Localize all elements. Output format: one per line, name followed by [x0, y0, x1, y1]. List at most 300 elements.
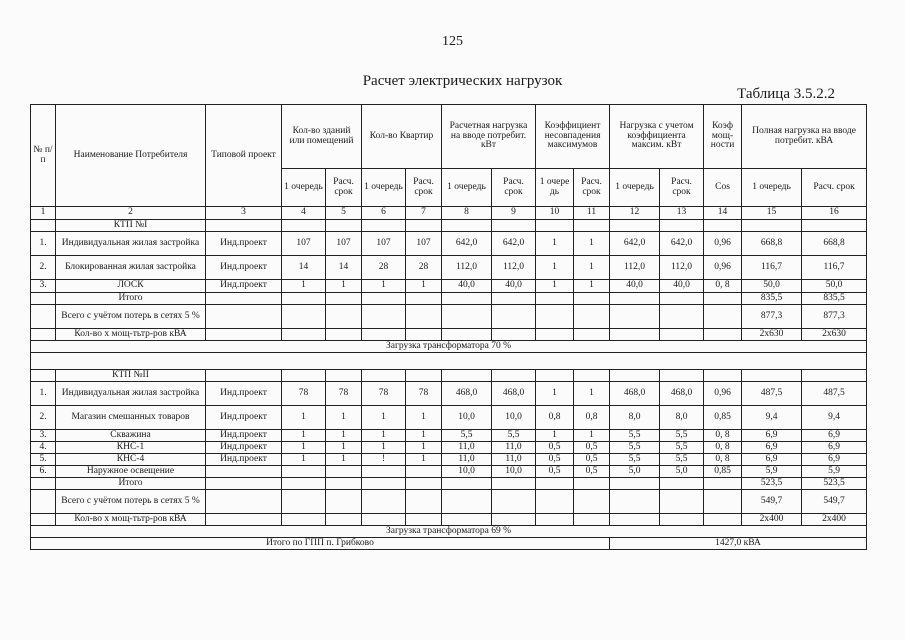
table-cell: 3.	[31, 280, 56, 293]
table-cell	[574, 490, 610, 514]
header-stage1: 1 очере дь	[536, 169, 574, 207]
table-cell	[574, 514, 610, 526]
total-row-value: 835,5	[742, 293, 802, 305]
table-cell: 0,96	[704, 256, 742, 280]
table-cell	[406, 466, 442, 478]
transformer-load-note: Загрузка трансформатора 69 %	[31, 526, 867, 538]
table-cell	[704, 305, 742, 329]
table-cell: 0,5	[536, 454, 574, 466]
table-cell	[326, 220, 362, 232]
table-cell	[326, 514, 362, 526]
table-cell	[442, 220, 492, 232]
table-cell	[362, 293, 406, 305]
header-term: Расч. срок	[574, 169, 610, 207]
table-cell	[492, 490, 536, 514]
table-cell	[574, 329, 610, 341]
table-cell: 10,0	[492, 406, 536, 430]
table-cell	[406, 220, 442, 232]
table-cell	[660, 329, 704, 341]
table-cell: 5,5	[442, 430, 492, 442]
table-cell	[704, 514, 742, 526]
table-cell	[574, 305, 610, 329]
column-number: 11	[574, 207, 610, 220]
header-stage1: 1 очередь	[282, 169, 326, 207]
table-cell	[406, 293, 442, 305]
table-cell	[536, 220, 574, 232]
table-cell: 78	[282, 382, 326, 406]
table-cell	[492, 478, 536, 490]
table-cell: Инд.проект	[206, 406, 282, 430]
table-cell	[536, 514, 574, 526]
table-cell	[660, 305, 704, 329]
consumer-name: Скважина	[56, 430, 206, 442]
table-cell	[442, 490, 492, 514]
table-cell: 3.	[31, 430, 56, 442]
table-cell: 1	[536, 382, 574, 406]
table-cell: 2.	[31, 256, 56, 280]
header-project: Типовой проект	[206, 105, 282, 207]
table-cell	[362, 220, 406, 232]
table-cell: 1	[406, 406, 442, 430]
table-cell: 1	[406, 454, 442, 466]
table-cell	[442, 329, 492, 341]
table-cell: Инд.проект	[206, 280, 282, 293]
table-cell	[492, 370, 536, 382]
table-cell: 6,9	[802, 430, 867, 442]
table-cell: 1	[536, 256, 574, 280]
table-row	[31, 442, 867, 454]
table-cell	[362, 370, 406, 382]
header-stage1: 1 очередь	[362, 169, 406, 207]
transformers-row-value: 2х400	[742, 514, 802, 526]
table-row	[31, 466, 867, 478]
table-cell: 28	[406, 256, 442, 280]
table-cell: 1	[282, 442, 326, 454]
table-cell: 1	[574, 430, 610, 442]
header-apartments: Кол-во Квартир	[362, 105, 442, 169]
table-cell: 642,0	[492, 232, 536, 256]
table-cell: 5,5	[492, 430, 536, 442]
table-cell: 642,0	[660, 232, 704, 256]
table-cell	[326, 490, 362, 514]
table-cell	[442, 478, 492, 490]
table-cell	[31, 220, 56, 232]
table-cell: 1	[282, 454, 326, 466]
table-cell	[362, 490, 406, 514]
table-cell: !	[362, 454, 406, 466]
table-row	[31, 430, 867, 442]
table-cell	[442, 293, 492, 305]
table-cell	[536, 490, 574, 514]
header-power-factor: Коэф мощ-ности	[704, 105, 742, 169]
column-number: 15	[742, 207, 802, 220]
column-number: 6	[362, 207, 406, 220]
header-stage1: 1 очередь	[442, 169, 492, 207]
table-cell: 1	[574, 280, 610, 293]
table-cell	[610, 490, 660, 514]
table-cell	[31, 514, 56, 526]
table-cell	[610, 293, 660, 305]
table-cell: 642,0	[610, 232, 660, 256]
table-cell	[282, 305, 326, 329]
table-cell: Инд.проект	[206, 442, 282, 454]
table-cell	[442, 305, 492, 329]
table-cell	[206, 370, 282, 382]
table-cell	[574, 220, 610, 232]
section-title-row	[31, 220, 867, 232]
table-cell: 1	[406, 442, 442, 454]
transformers-row	[31, 514, 867, 526]
table-cell	[206, 514, 282, 526]
table-cell	[610, 514, 660, 526]
table-cell	[206, 305, 282, 329]
table-cell	[536, 305, 574, 329]
column-number: 14	[704, 207, 742, 220]
table-cell: 0,8	[536, 406, 574, 430]
table-cell	[282, 370, 326, 382]
table-cell	[574, 370, 610, 382]
table-cell: 487,5	[742, 382, 802, 406]
total-row	[31, 293, 867, 305]
table-cell: 1.	[31, 232, 56, 256]
table-cell: Инд.проект	[206, 430, 282, 442]
table-cell	[206, 466, 282, 478]
table-cell	[660, 220, 704, 232]
table-cell: 11,0	[442, 454, 492, 466]
column-number: 1	[31, 207, 56, 220]
table-cell: 5,0	[610, 466, 660, 478]
column-number: 8	[442, 207, 492, 220]
total-row-value: 523,5	[802, 478, 867, 490]
table-cell: 5,9	[742, 466, 802, 478]
consumer-name: ЛОСК	[56, 280, 206, 293]
header-stage1: 1 очередь	[610, 169, 660, 207]
grand-total-label: Итого по ГПП п. Грибково	[31, 538, 610, 550]
table-cell	[362, 466, 406, 478]
table-cell	[31, 490, 56, 514]
table-cell: 0,96	[704, 382, 742, 406]
table-cell: 78	[326, 382, 362, 406]
table-cell	[406, 514, 442, 526]
table-cell	[610, 329, 660, 341]
table-cell	[406, 370, 442, 382]
table-cell: 6,9	[742, 430, 802, 442]
table-cell: 1	[282, 406, 326, 430]
table-cell	[206, 478, 282, 490]
table-row	[31, 406, 867, 430]
table-cell: 1	[326, 430, 362, 442]
table-cell	[362, 305, 406, 329]
table-cell: 468,0	[492, 382, 536, 406]
table-cell: 40,0	[610, 280, 660, 293]
table-cell	[610, 305, 660, 329]
transformer-load-row	[31, 341, 867, 353]
header-term: Расч. срок	[326, 169, 362, 207]
header-term: Расч. срок	[406, 169, 442, 207]
column-number: 3	[206, 207, 282, 220]
losses-row-label: Всего с учётом потерь в сетях 5 %	[56, 490, 206, 514]
table-cell: 668,8	[802, 232, 867, 256]
column-number: 4	[282, 207, 326, 220]
table-cell	[660, 370, 704, 382]
header-stage1: 1 очередь	[742, 169, 802, 207]
consumer-name: Магазин смешанных товаров	[56, 406, 206, 430]
table-cell: 468,0	[442, 382, 492, 406]
table-row	[31, 454, 867, 466]
table-cell: Инд.проект	[206, 382, 282, 406]
table-cell: 4.	[31, 442, 56, 454]
table-cell	[362, 478, 406, 490]
column-number: 9	[492, 207, 536, 220]
table-cell: 50,0	[742, 280, 802, 293]
table-cell: 78	[406, 382, 442, 406]
table-cell: 6,9	[802, 454, 867, 466]
table-cell: 0,5	[536, 466, 574, 478]
table-cell: 112,0	[610, 256, 660, 280]
table-cell	[326, 478, 362, 490]
column-number: 7	[406, 207, 442, 220]
electrical-loads-table	[30, 104, 867, 550]
column-number: 16	[802, 207, 867, 220]
table-cell: 6.	[31, 466, 56, 478]
total-row	[31, 478, 867, 490]
table-cell: 0, 8	[704, 280, 742, 293]
table-cell: 116,7	[742, 256, 802, 280]
table-cell: 5.	[31, 454, 56, 466]
table-cell: 5,5	[610, 430, 660, 442]
table-cell	[362, 514, 406, 526]
header-cos: Cos	[704, 169, 742, 207]
table-cell: 1	[406, 430, 442, 442]
table-cell: 0,5	[574, 466, 610, 478]
table-cell	[31, 478, 56, 490]
table-cell: Инд.проект	[206, 232, 282, 256]
table-cell: 0,85	[704, 466, 742, 478]
table-cell: 5,5	[610, 454, 660, 466]
table-cell	[206, 293, 282, 305]
section-spacer	[31, 353, 867, 370]
table-cell: 1	[326, 280, 362, 293]
table-cell: 1	[574, 256, 610, 280]
table-cell	[442, 514, 492, 526]
table-cell	[704, 220, 742, 232]
table-cell	[742, 220, 802, 232]
table-cell	[492, 220, 536, 232]
table-cell: 5,5	[660, 454, 704, 466]
table-cell: 1	[406, 280, 442, 293]
table-cell: 1	[362, 406, 406, 430]
table-cell: 0,5	[536, 442, 574, 454]
table-cell	[282, 478, 326, 490]
table-cell: 1	[326, 406, 362, 430]
table-cell	[282, 293, 326, 305]
spacer-cell	[31, 353, 867, 370]
table-cell	[282, 490, 326, 514]
table-cell: 0,96	[704, 232, 742, 256]
column-number: 12	[610, 207, 660, 220]
table-cell	[206, 490, 282, 514]
table-cell: 0, 8	[704, 430, 742, 442]
table-cell: 8,0	[610, 406, 660, 430]
table-row	[31, 280, 867, 293]
table-cell	[610, 478, 660, 490]
table-cell	[802, 220, 867, 232]
consumer-name: Индивидуальная жилая застройка	[56, 382, 206, 406]
table-cell: 40,0	[442, 280, 492, 293]
table-cell	[326, 329, 362, 341]
table-cell: 1	[574, 382, 610, 406]
transformers-row	[31, 329, 867, 341]
table-cell: 1	[362, 280, 406, 293]
header-term: Расч. срок	[492, 169, 536, 207]
header-load-max: Нагрузка с учетом коэффициента максим. кВт	[610, 105, 704, 169]
table-cell	[326, 293, 362, 305]
table-cell: 28	[362, 256, 406, 280]
table-cell: 5,5	[610, 442, 660, 454]
table-cell	[704, 329, 742, 341]
table-cell: 1	[326, 442, 362, 454]
table-cell	[536, 478, 574, 490]
table-cell	[406, 305, 442, 329]
table-cell: 11,0	[492, 442, 536, 454]
table-cell	[31, 293, 56, 305]
table-cell: 5,9	[802, 466, 867, 478]
transformer-load-note: Загрузка трансформатора 70 %	[31, 341, 867, 353]
table-cell: 107	[406, 232, 442, 256]
header-full-load: Полная нагрузка на вводе потребит. кВА	[742, 105, 867, 169]
table-cell	[282, 466, 326, 478]
table-cell: 1	[326, 454, 362, 466]
table-cell	[492, 293, 536, 305]
page-number: 125	[442, 34, 463, 49]
table-cell	[610, 370, 660, 382]
header-name: Наименование Потребителя	[56, 105, 206, 207]
document-title: Расчет электрических нагрузок	[362, 73, 563, 89]
transformers-row-value: 2х630	[742, 329, 802, 341]
table-cell: Инд.проект	[206, 256, 282, 280]
table-cell	[536, 370, 574, 382]
table-cell	[406, 329, 442, 341]
losses-row	[31, 490, 867, 514]
losses-row-value: 877,3	[742, 305, 802, 329]
total-row-value: 523,5	[742, 478, 802, 490]
transformers-row-value: 2х400	[802, 514, 867, 526]
table-cell: 6,9	[802, 442, 867, 454]
transformer-load-row	[31, 526, 867, 538]
table-cell	[802, 370, 867, 382]
grand-total-value: 1427,0 кВА	[610, 538, 867, 550]
transformers-row-label: Кол-во х мощ-тьтр-ров кВА	[56, 514, 206, 526]
table-row	[31, 382, 867, 406]
table-cell: 9,4	[802, 406, 867, 430]
table-cell: 1	[362, 442, 406, 454]
table-cell	[660, 490, 704, 514]
section-title-row	[31, 370, 867, 382]
header-term: Расч. срок	[660, 169, 704, 207]
table-row	[31, 232, 867, 256]
column-number: 2	[56, 207, 206, 220]
losses-row-value: 549,7	[802, 490, 867, 514]
table-cell: 116,7	[802, 256, 867, 280]
table-cell	[282, 329, 326, 341]
header-buildings: Кол-во зданий или помещений	[282, 105, 362, 169]
table-cell: 5,5	[660, 430, 704, 442]
table-cell: 10,0	[442, 406, 492, 430]
table-cell: 10,0	[492, 466, 536, 478]
table-cell: 6,9	[742, 442, 802, 454]
table-cell: 112,0	[442, 256, 492, 280]
table-cell: 468,0	[610, 382, 660, 406]
table-cell	[610, 220, 660, 232]
table-cell	[406, 478, 442, 490]
table-cell: 1	[536, 232, 574, 256]
transformers-row-value: 2х630	[802, 329, 867, 341]
consumer-name: КНС-4	[56, 454, 206, 466]
table-cell	[492, 514, 536, 526]
table-cell: 11,0	[442, 442, 492, 454]
table-cell: 9,4	[742, 406, 802, 430]
table-cell: 1	[536, 430, 574, 442]
table-cell	[660, 514, 704, 526]
header-design-load: Расчетная нагрузка на вводе потребит. кВт	[442, 105, 536, 169]
column-number: 10	[536, 207, 574, 220]
table-cell: 1	[536, 280, 574, 293]
losses-row-value: 549,7	[742, 490, 802, 514]
consumer-name: КНС-1	[56, 442, 206, 454]
table-cell: 0,85	[704, 406, 742, 430]
column-number: 5	[326, 207, 362, 220]
table-cell	[282, 220, 326, 232]
table-cell: 0,5	[574, 454, 610, 466]
table-cell	[326, 370, 362, 382]
column-numbers-row	[31, 207, 867, 220]
table-cell	[574, 293, 610, 305]
table-cell	[31, 305, 56, 329]
header-term: Расч. срок	[802, 169, 867, 207]
table-cell	[492, 329, 536, 341]
table-cell: 2.	[31, 406, 56, 430]
table-cell: 468,0	[660, 382, 704, 406]
table-cell	[704, 490, 742, 514]
table-cell	[362, 329, 406, 341]
transformers-row-label: Кол-во х мощ-тьтр-ров кВА	[56, 329, 206, 341]
table-cell	[704, 478, 742, 490]
table-cell: 1	[282, 280, 326, 293]
table-label: Таблица 3.5.2.2	[737, 86, 835, 102]
section-title: КТП №I	[56, 220, 206, 232]
table-cell: 50,0	[802, 280, 867, 293]
table-cell	[326, 305, 362, 329]
table-cell	[660, 478, 704, 490]
table-cell	[742, 370, 802, 382]
table-cell	[574, 478, 610, 490]
table-cell: 78	[362, 382, 406, 406]
table-cell: 14	[282, 256, 326, 280]
table-cell: 107	[362, 232, 406, 256]
losses-row	[31, 305, 867, 329]
table-row	[31, 256, 867, 280]
table-cell: 5,5	[660, 442, 704, 454]
losses-row-label: Всего с учётом потерь в сетях 5 %	[56, 305, 206, 329]
grand-total-row	[31, 538, 867, 550]
header-coincidence: Коэффициент несовпадения максимумов	[536, 105, 610, 169]
table-cell: 1	[362, 430, 406, 442]
total-row-label: Итого	[56, 478, 206, 490]
table-cell	[536, 329, 574, 341]
table-cell: 11,0	[492, 454, 536, 466]
table-cell: 107	[282, 232, 326, 256]
table-cell: 0,5	[574, 442, 610, 454]
